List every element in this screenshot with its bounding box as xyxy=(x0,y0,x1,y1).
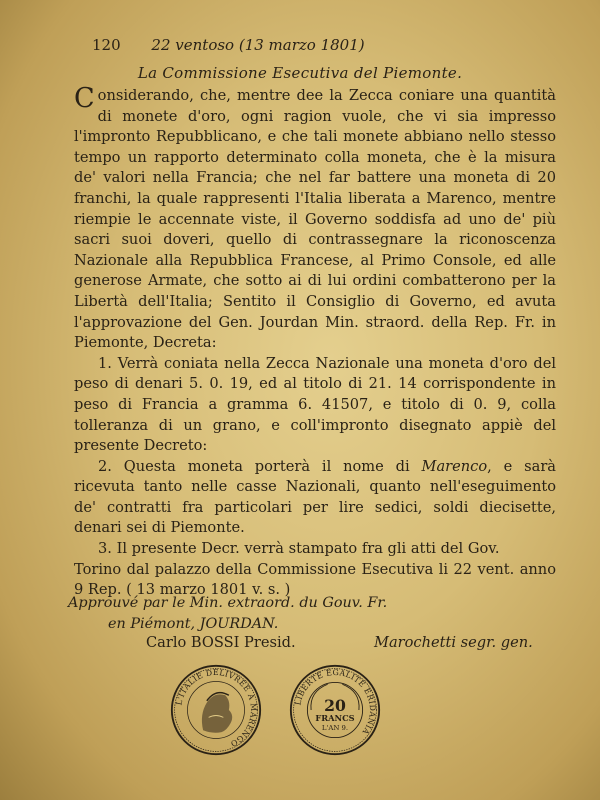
article-2-after: , e sarà ricevuta tanto nelle casse Nazionali, quanto nell'eseguimento de' contratti fra particolari per lire sedici, soldi diecisette, denari sei di Piemonte. xyxy=(74,457,557,537)
issuing-authority: La Commissione Esecutiva del Piemonte. xyxy=(137,64,463,82)
page-number: 120 xyxy=(92,36,121,54)
approval-line-2: en Piémont, JOURDAN. xyxy=(108,616,279,632)
article-2-before: 2. Questa moneta porterà il nome di xyxy=(98,457,422,475)
approval-note xyxy=(68,593,387,635)
reverse-legend: LIBERTÉ ÉGALITÉ ERIDANIA xyxy=(293,667,378,737)
article-1: 1. Verrà coniata nella Zecca Nazionale una moneta d'oro del peso di denari 5. 0. 19, ed al titolo di 21. 14 corrispondente in peso di Francia a gramma 6. 41507, e titolo di 0. 9, colla tolleranza di un grano, e coll'impronto disegnato appiè del presente Decreto: xyxy=(74,354,556,455)
coin-year: L'AN 9. xyxy=(321,724,349,733)
approval-line-1: Approuvé par le Min. extraord. du Gouv. Fr. xyxy=(68,595,388,611)
header-date: 22 ventoso (13 marzo 1801) xyxy=(151,36,365,54)
signature-secretary: Marochetti segr. gen. xyxy=(374,634,533,651)
signature-president: Carlo BOSSI Presid. xyxy=(146,634,296,651)
article-2 xyxy=(74,457,556,539)
coin-name: Marenco xyxy=(421,457,488,475)
closing-line: Torino dal palazzo della Commissione Esecutiva li 22 vent. anno 9 Rep. ( 13 marzo 1801 v. s. ) xyxy=(74,560,556,599)
page-header xyxy=(92,36,562,54)
preamble-paragraph xyxy=(74,83,556,354)
coin-unit: FRANCS xyxy=(315,713,355,724)
coin-reverse-image xyxy=(289,664,381,756)
decree-body xyxy=(74,83,557,601)
coin-obverse-image xyxy=(170,664,262,756)
drop-cap: C xyxy=(74,83,95,114)
coin-value: 20 xyxy=(324,695,346,715)
obverse-legend: L'ITALIE DELIVRÉE A MARENGO xyxy=(174,668,259,749)
article-3: 3. Il presente Decr. verrà stampato fra gli atti del Gov. xyxy=(98,540,500,558)
preamble-text: onsiderando, che, mentre dee la Zecca coniare una quantità di monete d'oro, ogni ragion vuole, che vi sia impresso l'impronto Repubblicano, e che tali monete abbiano nello stesso tempo un rapporto determinato colla moneta, che è la misura de' valori nella Francia; che nel far battere una moneta di 20 franchi, la quale rappresenti l'Italia liberata a Marenco, mentre riempie le accennate viste, il Governo soddisfa ad uno de' più sacri suoi doveri, quello di contrassegnare la riconoscenza Nazionale alla Repubblica Francese, al Primo Console, ed alle generose Armate, che sotto ai di lui ordini combatterono per la Libertà dell'Italia; Sentito il Consiglio di Governo, ed avuta l'approvazione del Gen. Jourdan Min. straord. della Rep. Fr. in Piemonte, Decreta: xyxy=(74,87,556,352)
